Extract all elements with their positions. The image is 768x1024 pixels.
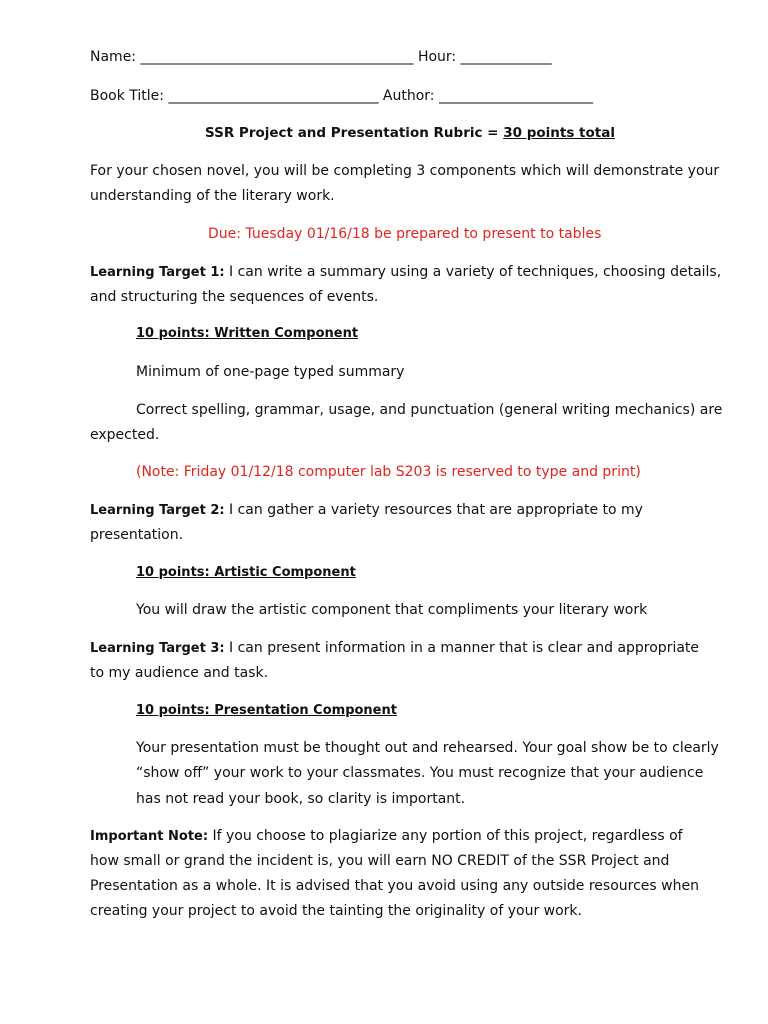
target1-text: I can write a summary using a variety of techniques, choosing details, [224, 264, 722, 280]
written-item-2-line-2: expected. [90, 427, 160, 443]
target2-line-2: presentation. [90, 527, 184, 543]
name-label: Name: [90, 49, 137, 65]
hour-label: Hour: [417, 49, 457, 65]
target2-text: I can gather a variety resources that are appropriate to my [224, 502, 643, 518]
written-item-2-line-1: Correct spelling, grammar, usage, and punctuation (general writing mechanics) are [136, 402, 723, 418]
name-blank: _______________________________________ [140, 49, 414, 65]
target3-label: Learning Target 3: [90, 641, 225, 656]
important-note-line-3: Presentation as a whole. It is advised that you avoid using any outside resources when [90, 878, 699, 894]
important-note-line-1 [90, 827, 683, 846]
important-note-line-2: how small or grand the incident is, you will earn NO CREDIT of the SSR Project and [90, 853, 670, 869]
written-item-1: Minimum of one-page typed summary [136, 364, 405, 380]
artistic-item-1: You will draw the artistic component that compliments your literary work [136, 602, 648, 618]
important-note-line-4: creating your project to avoid the tainting the originality of your work. [90, 903, 582, 919]
page-title [205, 124, 615, 142]
target1-label: Learning Target 1: [90, 265, 225, 280]
due-date: Due: Tuesday 01/16/18 be prepared to present to tables [208, 226, 602, 242]
name-hour-row [90, 48, 552, 66]
presentation-item-line-3: has not read your book, so clarity is important. [136, 791, 466, 807]
target3-text: I can present information in a manner that is clear and appropriate [224, 640, 700, 656]
book-title-blank: ______________________________ [168, 88, 379, 104]
important-note-label: Important Note: [90, 829, 209, 844]
page-title-text: SSR Project and Presentation Rubric = [205, 125, 504, 141]
written-component-heading: 10 points: Written Component [136, 326, 359, 341]
author-blank: ______________________ [438, 88, 593, 104]
presentation-item-line-2: “show off” your work to your classmates. You must recognize that your audience [136, 765, 704, 781]
target2-line-1 [90, 501, 643, 520]
points-total: 30 points total [503, 125, 615, 141]
target1-line-2: and structuring the sequences of events. [90, 289, 379, 305]
presentation-item-line-1: Your presentation must be thought out and rehearsed. Your goal show be to clearly [136, 740, 719, 756]
target2-label: Learning Target 2: [90, 503, 225, 518]
intro-line-2: understanding of the literary work. [90, 188, 335, 204]
target1-line-1 [90, 263, 721, 282]
target3-line-2: to my audience and task. [90, 665, 269, 681]
book-title-label: Book Title: [90, 88, 165, 104]
intro-line-1: For your chosen novel, you will be completing 3 components which will demonstrate your [90, 163, 720, 179]
important-note-text: If you choose to plagiarize any portion of this project, regardless of [208, 828, 683, 844]
presentation-component-heading: 10 points: Presentation Component [136, 703, 397, 718]
computer-lab-note: (Note: Friday 01/12/18 computer lab S203 is reserved to type and print) [136, 464, 641, 480]
book-author-row [90, 87, 593, 105]
hour-blank: _____________ [460, 49, 552, 65]
target3-line-1 [90, 639, 699, 658]
author-label: Author: [382, 88, 435, 104]
artistic-component-heading: 10 points: Artistic Component [136, 565, 356, 580]
